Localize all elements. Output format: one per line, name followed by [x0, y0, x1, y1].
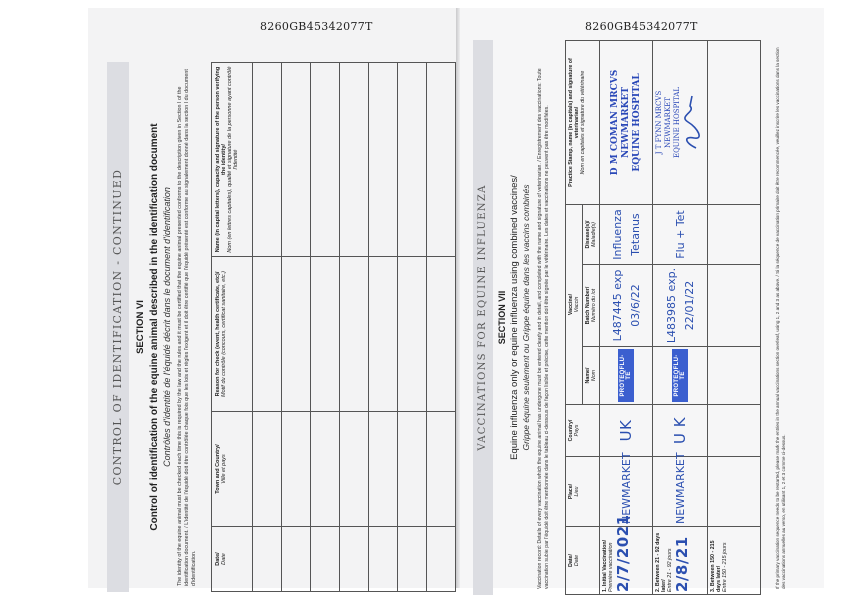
- col-verifier: Name (in capital letters), capacity and signature of the person verifying the identity/ Nom (en lettres capitales), qualité et signature de la personne ayant contrôlé l'identité: [212, 63, 253, 257]
- table-row: [311, 63, 340, 592]
- col-vaccine-name: Name/ Nom: [583, 347, 600, 405]
- place-cell: [708, 457, 761, 527]
- disease-cell: Influenza Tetanus: [600, 205, 653, 265]
- table-row: [427, 63, 456, 592]
- disease-cell: [708, 205, 761, 265]
- table-row: [369, 63, 398, 592]
- left-serial-number: 8260GB45342077T: [260, 20, 373, 33]
- section-vii-intro: Vaccination record: Details of every vaccination which the equine animal has undergone must be entered clearly and in detail, and completed with the name and signature of veterinarian. / Enregistrement des vaccinations: Toute vaccination subie par l'équidé doit être mentionnée dans le tableau ci-dessous de façon lisible et précise, cette mention doit être signée par le vétérinaire. Les dates et vaccinations ne peuvent pas être modifiées.: [537, 68, 550, 589]
- col-town-country: Town and Country/ Ville et pays: [212, 412, 253, 527]
- section-vi-intro: The identity of the equine animal must be checked each time this is required by the law and the rules and it must be certified that the equine animal presented conforms to the description given in Section I of the identification document. / L'identité de l'équidé doit être contrôlée chaque fois que les lois et règles l'exigent et il doit être certifié que l'équidé présenté est conforme au signalement donné dans la section I du document d'identification.: [177, 69, 197, 586]
- section-vii-footer: If the primary vaccination sequence needs to be restarted, please mark the entries in the annual vaccinations section overleaf, using 1, 2 and 3 as above. / Si la séquence de vaccination primaire doit être recommencée, veuillez inscrire les vaccinations dans la section des vaccinations annuelles au verso, en utilisant 1, 2 et 3 comme ci-dessus.: [775, 47, 786, 589]
- section-vi-title: Control of identification of the equine animal described in the identification document: [149, 123, 160, 531]
- disease-cell: Flu + Tet: [653, 205, 708, 265]
- section-vii-heading: SECTION VII: [497, 290, 507, 345]
- row-label: 1. Initial Vaccination/ Première vaccination 2/7/2021: [600, 527, 653, 595]
- country-cell: U K: [653, 405, 708, 457]
- table-row: [340, 63, 369, 592]
- vet-signature-icon: [682, 93, 700, 153]
- col-vaccine: Vaccine/ Vaccin: [566, 205, 583, 405]
- row-label: 3. Between 150 - 215 days later/ Entre 150 - 215 jours: [708, 527, 761, 595]
- vaccine-sticker: PROTEQFLU-TE: [618, 349, 634, 402]
- vet-stamp: J T FYNN MRCVS NEWMARKET EQUINE HOSPITAL: [655, 86, 681, 159]
- row-label: 2. Between 21 - 92 days later/ Entre 21 - 92 jours 2/8/21: [653, 527, 708, 595]
- table-row: [600, 41, 653, 595]
- col-date: Date/ Date: [212, 527, 253, 592]
- table-row: [653, 41, 708, 595]
- table-row: [253, 63, 282, 592]
- col-place: Place/ Lieu: [566, 457, 600, 527]
- practice-stamp-cell: [653, 41, 708, 205]
- right-banner: VACCINATIONS FOR EQUINE INFLUENZA: [473, 40, 493, 595]
- vaccine-name-cell: [708, 347, 761, 405]
- col-practice-stamp: Practice Stamp, name (in capitals) and signature of veterinarian/ Nom en capitales et signature du vétérinaire: [566, 41, 600, 205]
- table-row: [398, 63, 427, 592]
- vaccination-date: 2/7/2021: [614, 514, 632, 592]
- country-cell: UK: [600, 405, 653, 457]
- col-date: Date/ Date: [566, 527, 600, 595]
- section-vi-content: [107, 62, 437, 592]
- batch-cell: [708, 265, 761, 347]
- left-banner: CONTROL OF IDENTIFICATION - CONTINUED: [107, 62, 129, 592]
- vaccine-sticker: PROTEQFLU-TE: [672, 349, 688, 402]
- vaccination-table: [565, 40, 761, 595]
- batch-cell: L483985 exp. 22/01/22: [653, 265, 708, 347]
- practice-stamp-cell: [708, 41, 761, 205]
- vet-stamp: D M COMAN MRCVS NEWMARKET EQUINE HOSPITAL: [609, 69, 642, 176]
- vaccine-name-cell: [653, 347, 708, 405]
- section-vi-heading: SECTION VI: [135, 300, 146, 354]
- section-vii-content: [473, 40, 793, 595]
- practice-stamp-cell: [600, 41, 653, 205]
- table-row: [708, 41, 761, 595]
- place-cell: NEWMARKET: [653, 457, 708, 527]
- section-vii-subtitle: Grippe équine seulement ou Grippe équine dans les vaccins combinés: [521, 184, 531, 451]
- place-cell: NEWMARKET: [600, 457, 653, 527]
- vaccine-name-cell: [600, 347, 653, 405]
- country-cell: [708, 405, 761, 457]
- col-reason: Reason for check (event, health certificate, etc)/ Motif du contrôle (concours, certificat sanitaire, etc.): [212, 257, 253, 412]
- col-batch-number: Batch Number/ Numéro du lot: [583, 265, 600, 347]
- right-serial-number: 8260GB45342077T: [585, 20, 698, 33]
- vaccination-date: 2/8/21: [673, 536, 691, 592]
- section-vii-title: Equine influenza only or equine influenza using combined vaccines/: [509, 175, 520, 460]
- batch-cell: L487445 exp 03/6/22: [600, 265, 653, 347]
- table-row: [282, 63, 311, 592]
- col-disease: Disease(s)/ Maladie(s): [583, 205, 600, 265]
- section-vi-subtitle: Contrôles d'identité de l'équidé décrit dans le document d'identification: [162, 187, 172, 467]
- col-country: Country/ Pays: [566, 405, 600, 457]
- identity-check-table: [211, 62, 456, 592]
